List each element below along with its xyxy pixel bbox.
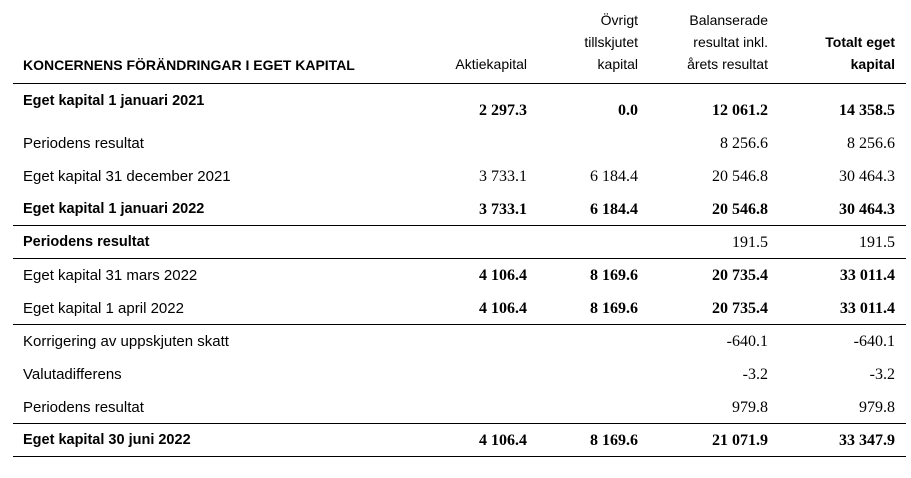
table-title: KONCERNENS FÖRÄNDRINGAR I EGET KAPITAL <box>23 57 355 73</box>
cell-aktiekapital: 4 106.4 <box>479 267 527 284</box>
cell-balanserade: 21 071.9 <box>712 432 768 449</box>
table-row <box>13 391 906 424</box>
row-label: Eget kapital 1 januari 2022 <box>23 201 205 217</box>
row-label: Eget kapital 1 januari 2021 <box>23 93 205 109</box>
cell-totalt: 191.5 <box>859 234 895 251</box>
table-row <box>13 358 906 391</box>
table-row <box>13 83 906 127</box>
row-label: Eget kapital 31 december 2021 <box>23 168 231 185</box>
cell-balanserade: -640.1 <box>726 333 768 350</box>
cell-balanserade: 20 735.4 <box>712 267 768 284</box>
row-label: Periodens resultat <box>23 234 150 250</box>
cell-aktiekapital: 3 733.1 <box>479 201 527 218</box>
table-row <box>13 160 906 193</box>
cell-totalt: 30 464.3 <box>839 201 895 218</box>
cell-totalt: -3.2 <box>869 366 895 383</box>
cell-totalt: 8 256.6 <box>847 135 895 152</box>
column-header-balanserade-resultat: Balanserade resultat inkl. årets resultat <box>687 12 768 72</box>
cell-balanserade: 20 546.8 <box>712 201 768 218</box>
cell-totalt: 33 011.4 <box>839 300 895 317</box>
cell-totalt: 14 358.5 <box>839 102 895 119</box>
row-label: Periodens resultat <box>23 135 144 152</box>
row-label: Eget kapital 30 juni 2022 <box>23 432 191 448</box>
cell-ovrigt: 8 169.6 <box>590 267 638 284</box>
table-row <box>13 325 906 358</box>
cell-totalt: 979.8 <box>859 399 895 416</box>
column-header-ovrigt-tillskjutet-kapital: Övrigt tillskjutet kapital <box>584 12 638 72</box>
row-label: Korrigering av uppskjuten skatt <box>23 333 229 350</box>
cell-balanserade: 20 546.8 <box>712 168 768 185</box>
cell-ovrigt: 8 169.6 <box>590 300 638 317</box>
row-label: Valutadifferens <box>23 366 122 383</box>
cell-totalt: 33 011.4 <box>839 267 895 284</box>
cell-balanserade: 12 061.2 <box>712 102 768 119</box>
table-row <box>13 127 906 160</box>
cell-balanserade: 8 256.6 <box>720 135 768 152</box>
cell-ovrigt: 6 184.4 <box>590 201 638 218</box>
row-label: Eget kapital 1 april 2022 <box>23 300 184 317</box>
cell-balanserade: 979.8 <box>732 399 768 416</box>
cell-ovrigt: 0.0 <box>618 102 638 119</box>
table-row <box>13 226 906 259</box>
cell-totalt: 30 464.3 <box>839 168 895 185</box>
cell-aktiekapital: 3 733.1 <box>479 168 527 185</box>
cell-balanserade: 20 735.4 <box>712 300 768 317</box>
row-label: Periodens resultat <box>23 399 144 416</box>
cell-totalt: 33 347.9 <box>839 432 895 449</box>
cell-aktiekapital: 4 106.4 <box>479 432 527 449</box>
cell-aktiekapital: 4 106.4 <box>479 300 527 317</box>
cell-ovrigt: 6 184.4 <box>590 168 638 185</box>
table-row <box>13 424 906 457</box>
cell-balanserade: -3.2 <box>742 366 768 383</box>
table-row <box>13 292 906 325</box>
table-row <box>13 259 906 292</box>
cell-aktiekapital: 2 297.3 <box>479 102 527 119</box>
table-row <box>13 193 906 226</box>
table-header <box>13 0 906 83</box>
row-label: Eget kapital 31 mars 2022 <box>23 267 198 284</box>
cell-ovrigt: 8 169.6 <box>590 432 638 449</box>
cell-totalt: -640.1 <box>853 333 895 350</box>
column-header-aktiekapital: Aktiekapital <box>455 56 527 72</box>
equity-changes-table <box>13 0 906 457</box>
cell-balanserade: 191.5 <box>732 234 768 251</box>
column-header-totalt-eget-kapital: Totalt eget kapital <box>825 34 895 72</box>
